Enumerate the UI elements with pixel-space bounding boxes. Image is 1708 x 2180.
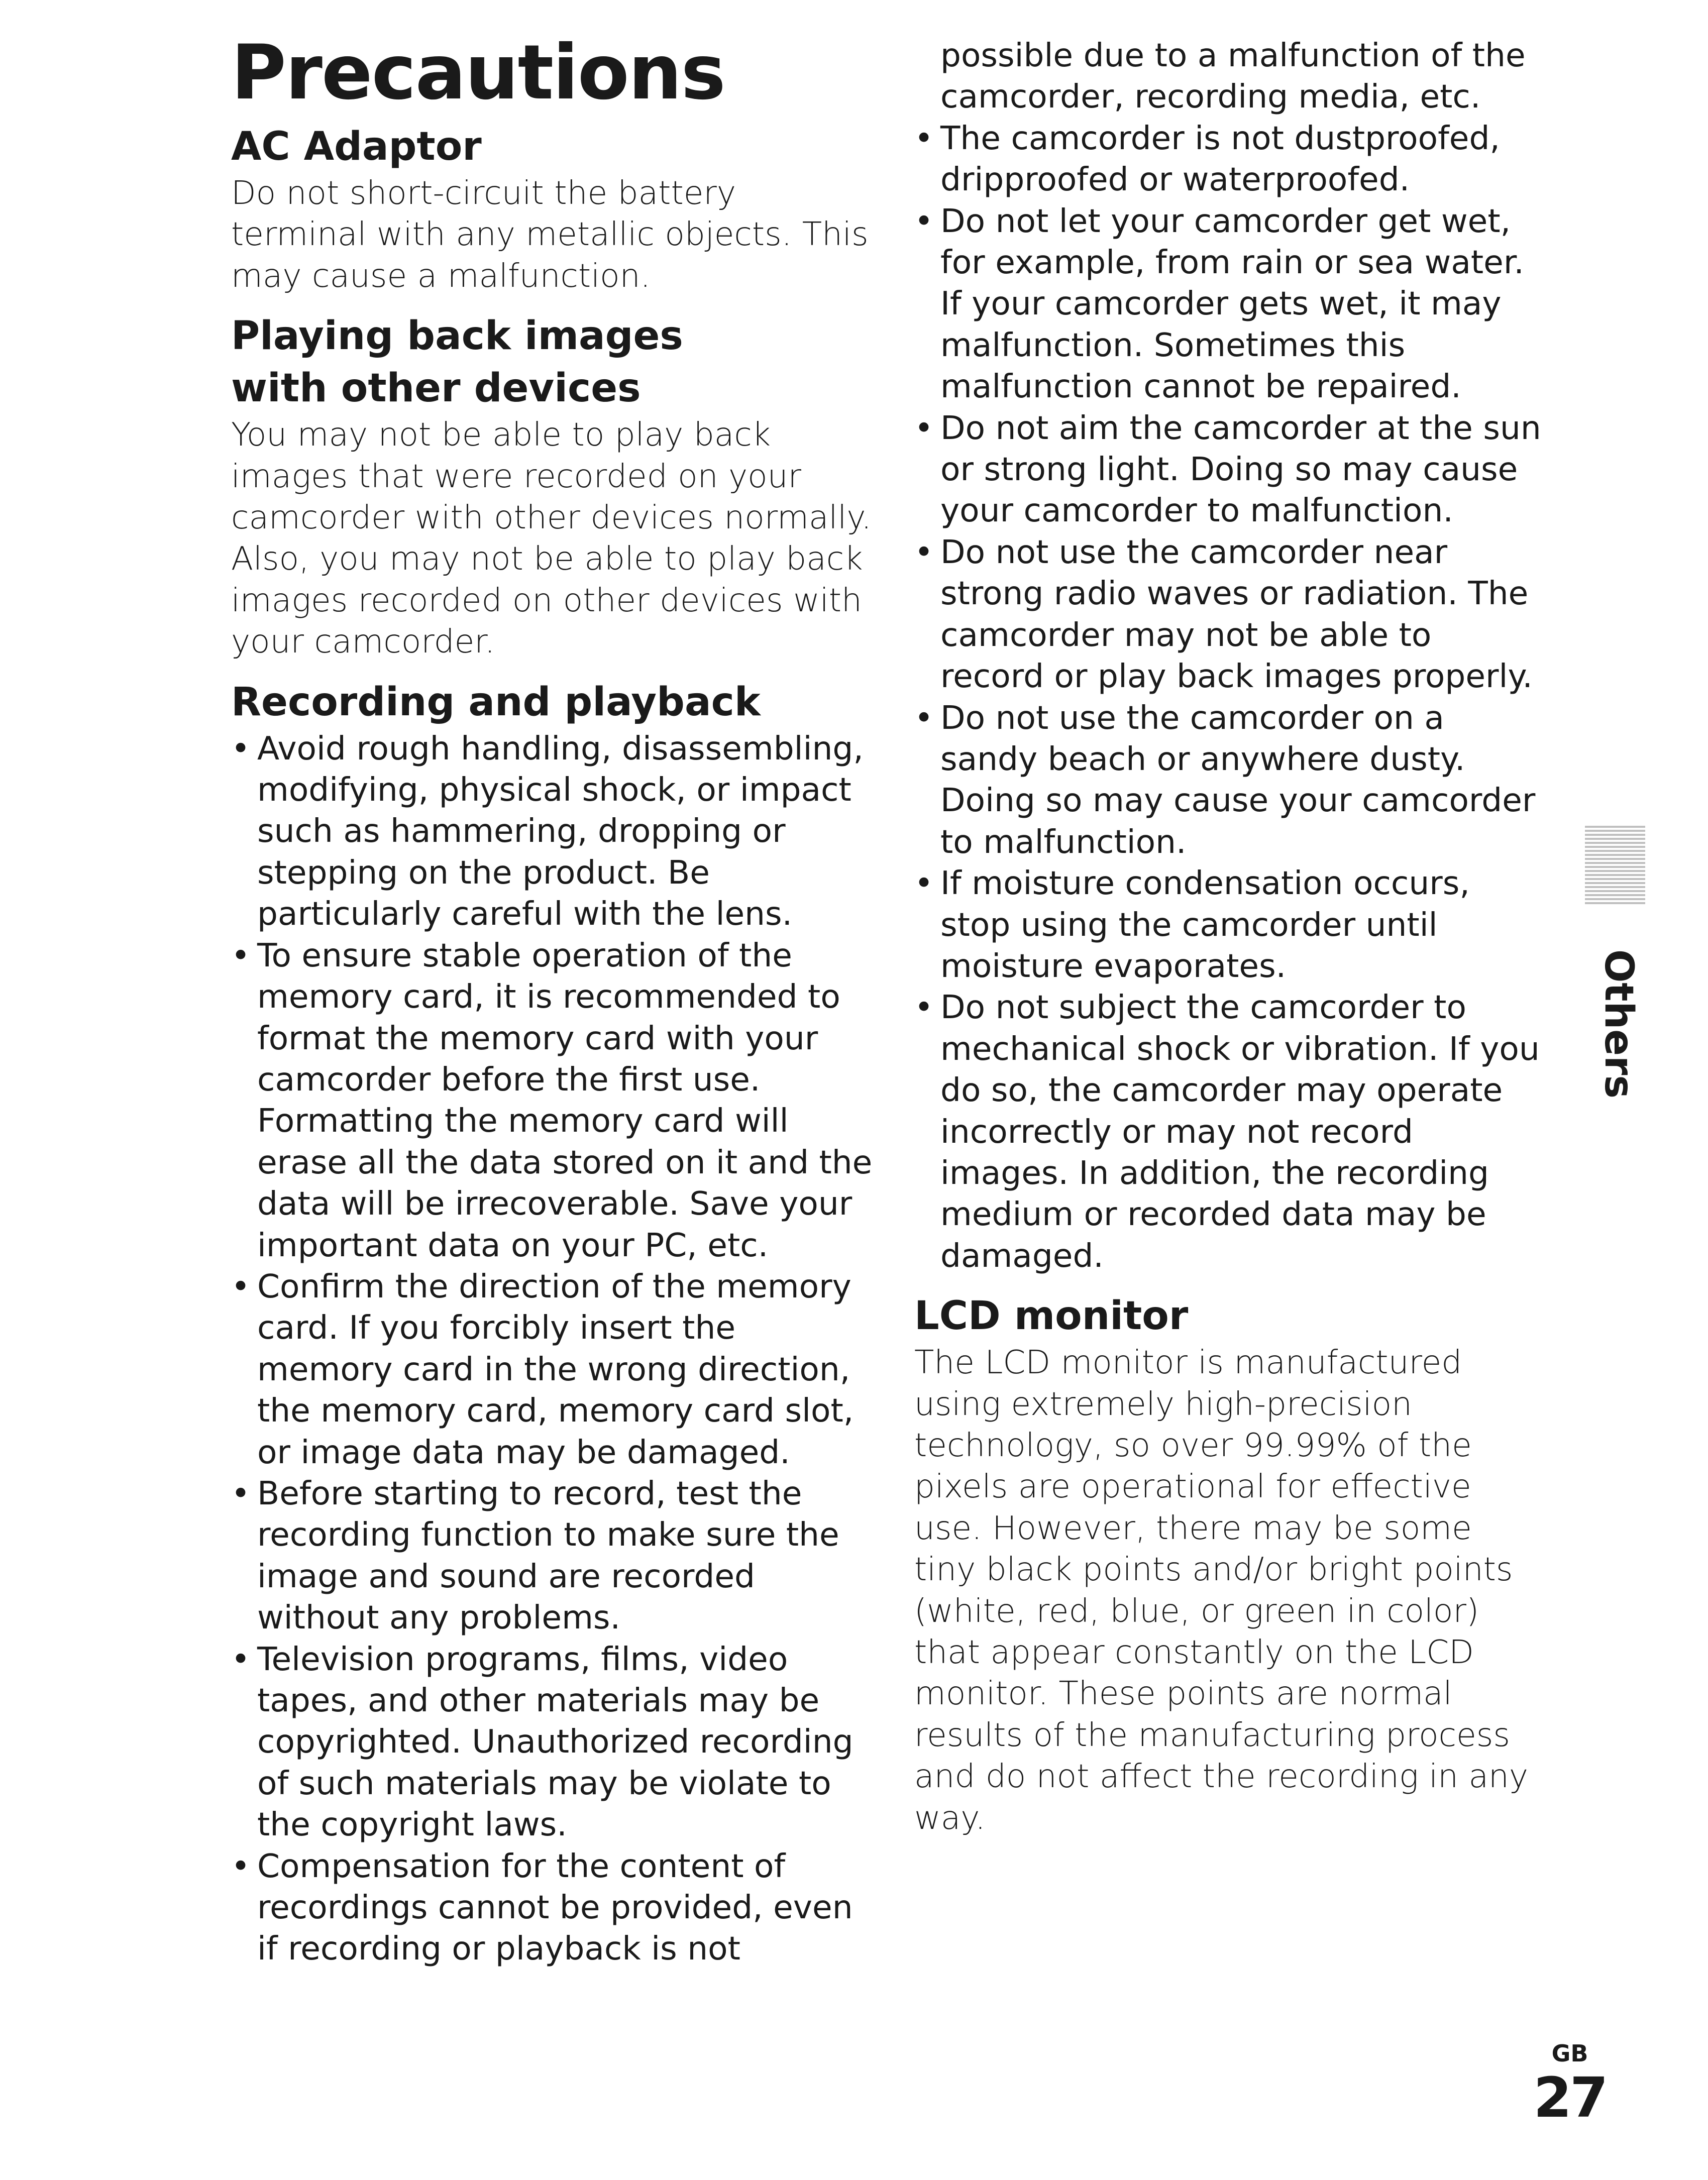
list-item: • Compensation for the content of recordings cannot be provided, even if recording or playback is not xyxy=(231,1846,879,1970)
left-column xyxy=(231,30,879,1970)
list-item: • If moisture condensation occurs, stop using the camcorder until moisture evaporates. xyxy=(914,863,1542,987)
list-item: • Do not let your camcorder get wet, for example, from rain or sea water. If your camcorder gets wet, it may malfunction. Sometimes this malfunction cannot be repaired. xyxy=(914,201,1542,408)
ac-adaptor-text: Do not short-circuit the battery terminal with any metallic objects. This may cause a malfunction. xyxy=(231,174,869,295)
list-item: • Avoid rough handling, disassembling, modifying, physical shock, or impact such as hammering, dropping or stepping on the product. Be particularly careful with the lens. xyxy=(231,728,879,935)
ac-adaptor-heading: AC Adaptor xyxy=(231,124,482,169)
region-code: GB xyxy=(1551,2040,1588,2067)
page-footer xyxy=(1532,2039,1608,2128)
list-item: • To ensure stable operation of the memory card, it is recommended to format the memory card with your camcorder before the first use. Formatting the memory card will erase all the data stored on it and the data will be irrecoverable. Save your important data on your PC, etc. xyxy=(231,935,879,1266)
page-title: Precautions xyxy=(231,29,725,117)
side-tab-pattern xyxy=(1585,824,1645,904)
page-number: 27 xyxy=(1533,2065,1607,2130)
list-item: • The camcorder is not dustproofed, dripproofed or waterproofed. xyxy=(914,118,1542,201)
lcd-monitor-text: The LCD monitor is manufactured using extremely high-precision technology, so over 99.99% of the pixels are operational for effective use. However, there may be some tiny black points and/or bright points (white, red, blue, or green in color) that appear constantly on the LCD monitor. These points are normal results of the manufacturing process and do not affect the recording in any way. xyxy=(914,1344,1529,1837)
recording-playback-heading: Recording and playback xyxy=(231,679,761,725)
list-item: • Do not subject the camcorder to mechanical shock or vibration. If you do so, the camcorder may operate incorrectly or may not record images. In addition, the recording medium or recorded data may be damaged. xyxy=(914,987,1542,1277)
right-column xyxy=(914,35,1542,1852)
recording-bullets-left xyxy=(231,728,879,1970)
side-tab-label: Others xyxy=(1596,949,1641,1099)
bullet-continuation: possible due to a malfunction of the camcorder, recording media, etc. xyxy=(940,37,1526,116)
recording-bullets-right xyxy=(914,118,1542,1277)
lcd-monitor-heading: LCD monitor xyxy=(914,1293,1189,1339)
list-item: • Do not use the camcorder on a sandy beach or anywhere dusty. Doing so may cause your camcorder to malfunction. xyxy=(914,698,1542,863)
playing-back-heading: Playing back images with other devices xyxy=(231,313,683,411)
list-item: • Do not use the camcorder near strong radio waves or radiation. The camcorder may not be able to record or play back images properly. xyxy=(914,532,1542,698)
list-item: • Do not aim the camcorder at the sun or strong light. Doing so may cause your camcorder to malfunction. xyxy=(914,408,1542,532)
playing-back-text: You may not be able to play back images that were recorded on your camcorder with other devices normally. Also, you may not be able to play back images recorded on other devices with your camcorder. xyxy=(231,416,872,661)
list-item: • Before starting to record, test the recording function to make sure the image and sound are recorded without any problems. xyxy=(231,1473,879,1639)
list-item: • Television programs, films, video tapes, and other materials may be copyrighted. Unauthorized recording of such materials may be violate to the copyright laws. xyxy=(231,1639,879,1846)
list-item: • Confirm the direction of the memory card. If you forcibly insert the memory card in the wrong direction, the memory card, memory card slot, or image data may be damaged. xyxy=(231,1266,879,1473)
